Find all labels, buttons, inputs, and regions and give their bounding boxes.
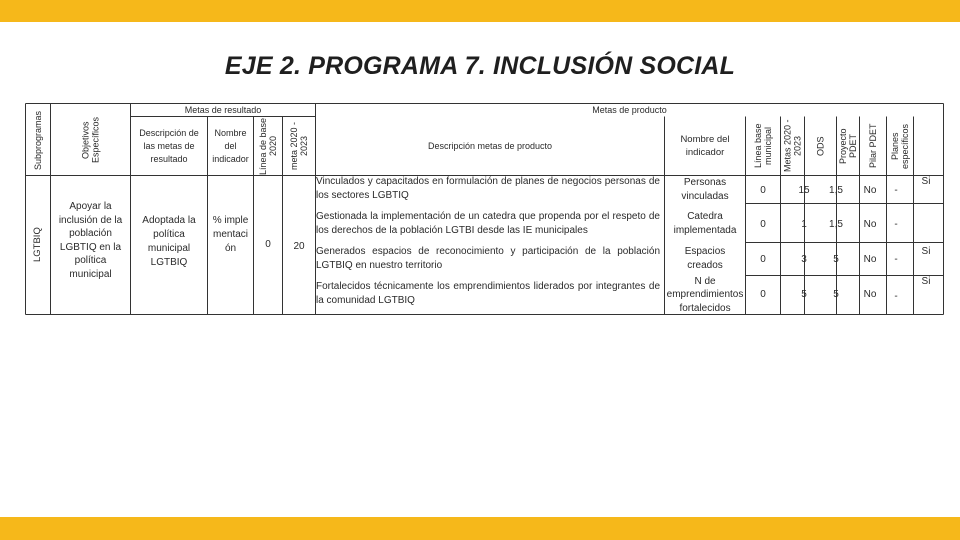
- product-ods-2: 1,5: [829, 218, 843, 230]
- header-descripcion-resultado: Descripción de las metas de resultado: [139, 127, 199, 164]
- product-planes-4: Si: [921, 275, 931, 287]
- product-indicator-2: Catedra implementada: [673, 211, 737, 236]
- product-ods-4: 5: [833, 288, 839, 300]
- product-pdet-3: No: [863, 253, 877, 265]
- product-pdet-4: No: [863, 288, 877, 300]
- header-linea-base-2020: Línea de base 2020: [258, 117, 278, 175]
- product-planes-3: Si: [921, 245, 931, 257]
- product-linea-base-4: 0: [760, 288, 766, 300]
- product-indicator-1: Personas vinculadas: [681, 177, 729, 202]
- cell-indicador-resultado: % implementación: [212, 215, 249, 254]
- header-metas-resultado: Metas de resultado: [184, 104, 262, 115]
- header-metas-2020-2023: Metas 2020 - 2023: [782, 119, 803, 173]
- product-ods-3: 5: [833, 253, 839, 265]
- product-metas-3: 3: [801, 253, 807, 265]
- top-accent-band: [0, 0, 960, 22]
- page-title: EJE 2. PROGRAMA 7. INCLUSIÓN SOCIAL: [224, 52, 736, 80]
- product-description-1: Vinculados y capacitados en formulación de planes de negocios personas de los sectores LGBTIQ: [316, 176, 660, 201]
- product-pilar-3: -: [894, 253, 898, 265]
- product-pilar-2: -: [894, 218, 898, 230]
- header-linea-base-municipal: Línea base municipal: [753, 123, 773, 169]
- product-linea-base-1: 0: [760, 184, 766, 196]
- product-description-3: Generados espacios de reconocimiento y participación de la población LGTBIQ en nuestro territorio: [316, 246, 660, 271]
- product-indicator-3: Espacios creados: [684, 246, 726, 271]
- header-pilar-pdet: Pilar PDET: [868, 123, 878, 169]
- product-planes-2: [913, 216, 939, 232]
- product-ods-1: 1,5: [829, 184, 843, 196]
- header-ods: ODS: [815, 136, 826, 156]
- header-nombre-indicador-resultado: Nombre del indicador: [212, 127, 249, 164]
- cell-subprograma: LGTBIQ: [32, 227, 43, 263]
- header-metas-producto: Metas de producto: [592, 104, 667, 115]
- header-planes-especificos: Planes específicos: [890, 123, 910, 169]
- product-description-4: Fortalecidos técnicamente los emprendimientos liderados por integrantes de la comunidad LGTBIQ: [316, 281, 660, 306]
- cell-objetivo: Apoyar la inclusión de la población LGBTIQ en la política municipal: [58, 201, 123, 280]
- product-pilar-1: -: [894, 184, 898, 196]
- cell-meta: 20: [293, 240, 305, 252]
- header-objetivos: Objetivos Específicos: [80, 116, 101, 164]
- product-indicator-4: N de emprendimientos fortalecidos: [666, 275, 744, 314]
- cell-descripcion-resultado: Adoptada la política municipal LGTBIQ: [142, 215, 196, 268]
- product-pdet-1: No: [863, 184, 877, 196]
- header-subprogramas: Subprogramas: [33, 110, 43, 170]
- product-planes-1: Si: [921, 175, 931, 187]
- header-descripcion-producto: Descripción metas de producto: [427, 140, 553, 151]
- cell-linea-base: 0: [265, 238, 271, 250]
- header-proyecto-pdet: Proyecto PDET: [838, 128, 858, 164]
- product-metas-4: 5: [801, 288, 807, 300]
- header-nombre-indicador-producto: Nombre del indicador: [680, 134, 730, 158]
- header-meta-2020-2023: meta 2020 - 2023: [289, 121, 309, 171]
- product-description-2: Gestionada la implementación de un catedra que propenda por el respeto de los derechos de la población LGTBI desde las IE municipales: [316, 211, 660, 236]
- product-pilar-4: -: [894, 290, 898, 302]
- product-linea-base-2: 0: [760, 218, 766, 230]
- product-metas-2: 1: [801, 218, 807, 230]
- product-linea-base-3: 0: [760, 253, 766, 265]
- bottom-accent-band: [0, 517, 960, 540]
- product-pdet-2: No: [863, 218, 877, 230]
- product-metas-1: 15: [798, 184, 810, 196]
